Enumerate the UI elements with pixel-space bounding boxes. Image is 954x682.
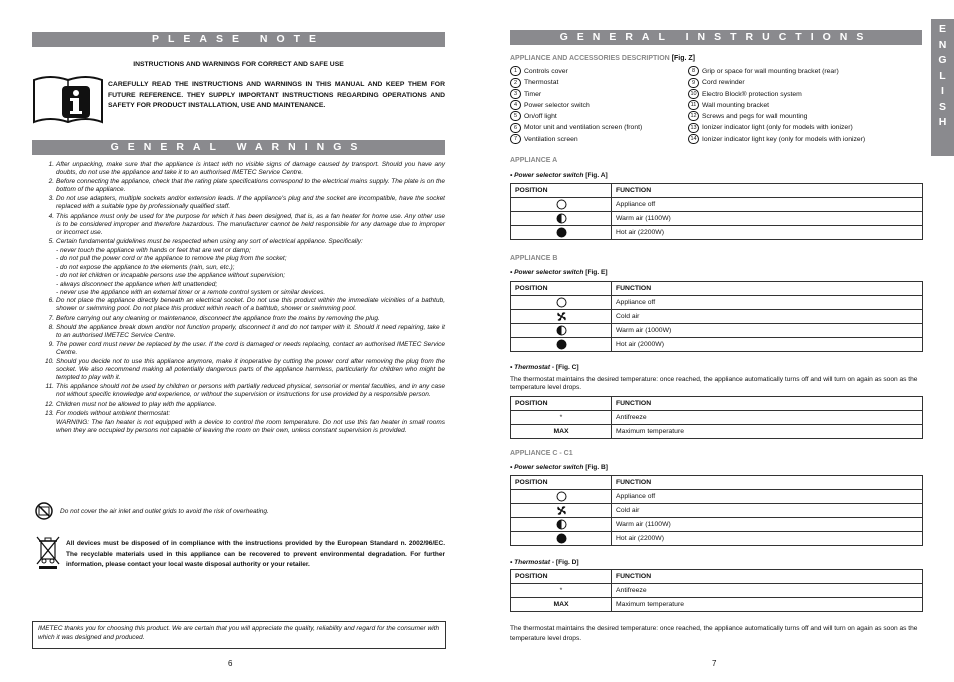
general-warnings-header: GENERAL WARNINGS xyxy=(32,140,445,155)
empty-circle-icon xyxy=(556,199,567,210)
warning-number: 4. xyxy=(48,212,54,220)
function-header: FUNCTION xyxy=(612,476,923,490)
table-row xyxy=(511,584,923,598)
intro-text: CAREFULLY READ THE INSTRUCTIONS AND WARNINGS IN THIS MANUAL AND KEEP THEM FOR FUTURE REFERENCE. THEY SUPPLY IMPORTANT INSTRUCTIONS REGARDING OPERATIONS AND SAFETY FOR PRODUCT INSTALLATION, USE AND MAINTENANCE. xyxy=(108,81,445,109)
accessory-label: Screws and pegs for wall mounting xyxy=(702,113,808,121)
position-header: POSITION xyxy=(511,184,612,198)
warning-number: 1. xyxy=(48,161,54,168)
fan-icon xyxy=(556,311,567,322)
accessory-label: Wall mounting bracket xyxy=(702,101,769,109)
accessories-list-left xyxy=(510,66,690,145)
warning-number: 6. xyxy=(48,297,54,305)
page-number-right: 7 xyxy=(712,659,717,668)
side-tab-letter: E xyxy=(938,23,946,35)
accessory-number: 6 xyxy=(510,123,521,133)
accessory-number: 3 xyxy=(510,89,521,99)
warning-number: 11. xyxy=(45,383,54,391)
accessories-heading-line xyxy=(510,55,695,62)
function-cell: Cold air xyxy=(612,504,923,518)
warning-number: 10. xyxy=(44,358,54,366)
fan-icon xyxy=(556,505,567,516)
appliance-a-switch: • Power selector switch [Fig. A] xyxy=(510,172,608,179)
half-circle-icon xyxy=(556,213,567,224)
appliance-a-table xyxy=(510,183,923,240)
side-tab-letter: I xyxy=(941,85,944,97)
warning-item xyxy=(34,161,445,177)
table-row xyxy=(511,296,923,310)
table-row xyxy=(511,212,923,226)
accessory-item xyxy=(510,89,690,100)
accessory-label: Grip or space for wall mounting bracket (rear) xyxy=(702,68,839,75)
manual-info-icon xyxy=(32,74,104,126)
accessories-fig: [Fig. Z] xyxy=(671,55,696,62)
cover-note: Do not cover the air inlet and outlet grids to avoid the risk of overheating. xyxy=(60,508,269,515)
table-row xyxy=(511,532,923,546)
table-row xyxy=(511,504,923,518)
appliance-c-table xyxy=(510,475,923,546)
warning-item xyxy=(34,383,445,399)
table-row xyxy=(511,518,923,532)
table-header-row xyxy=(511,282,923,296)
warnings-list xyxy=(34,161,445,435)
please-note-header: PLEASE NOTE xyxy=(32,32,445,47)
side-tab-letter: H xyxy=(938,116,947,128)
half-circle-icon xyxy=(556,519,567,530)
function-header: FUNCTION xyxy=(612,184,923,198)
warning-item xyxy=(34,297,445,313)
warning-number: 2. xyxy=(48,178,54,186)
function-cell: Maximum temperature xyxy=(612,425,923,439)
appliance-b-thermostat-text: The thermostat maintains the desired temperature: once reached, the appliance automatically turns off and will turn on again as soon as the temperature level drops. xyxy=(510,376,918,392)
appliance-c-title: APPLIANCE C - C1 xyxy=(510,450,573,457)
accessory-item xyxy=(510,122,690,133)
warning-text: For models without ambient thermostat: xyxy=(56,409,171,417)
closing-thermostat-text: The thermostat maintains the desired temperature: once reached, the appliance automatically turns off and will turn on again as soon as the temperature level drops. xyxy=(510,625,918,642)
accessory-number: 8 xyxy=(688,66,699,76)
function-cell: Appliance off xyxy=(612,198,923,212)
half-circle-icon xyxy=(556,325,567,336)
accessory-item xyxy=(510,66,690,77)
english-side-tab xyxy=(931,19,954,156)
warning-text: Do not place the appliance directly beneath an electrical socket. Do not use this product within the immediate vicinities of a bathtub, shower or swimming pool. Do not place this product within reach of a bathtub, shower or swimming pool. xyxy=(56,297,445,313)
accessories-list-right xyxy=(688,66,928,145)
position-header: POSITION xyxy=(511,570,612,584)
appliance-c-thermo-table xyxy=(510,569,923,612)
table-row xyxy=(511,324,923,338)
position-cell: * xyxy=(511,584,612,598)
warning-item xyxy=(34,195,445,211)
function-header: FUNCTION xyxy=(612,570,923,584)
warning-item xyxy=(34,324,445,340)
side-tab-letter: L xyxy=(939,69,946,82)
function-cell: Antifreeze xyxy=(612,584,923,598)
table-header-row xyxy=(511,397,923,411)
empty-circle-icon xyxy=(556,491,567,502)
instructions-heading: INSTRUCTIONS AND WARNINGS FOR CORRECT AND SAFE USE xyxy=(133,61,344,68)
appliance-b-switch: • Power selector switch [Fig. E] xyxy=(510,269,608,276)
appliance-c-thermostat: • Thermostat - [Fig. D] xyxy=(510,559,579,566)
table-header-row xyxy=(511,570,923,584)
warning-number: 8. xyxy=(48,323,54,331)
full-circle-icon xyxy=(556,227,567,238)
warning-13-detail: WARNING: The fan heater is not equipped with a device to control the room temperature. Do not use this fan heater in small rooms when they are occupied by persons not capable of leaving the room on their own, unless constant supervision is provided. xyxy=(56,418,445,434)
table-row xyxy=(511,198,923,212)
accessory-item xyxy=(510,77,690,88)
warning-subitem: - never touch the appliance with hands or feet that are wet or damp; xyxy=(56,246,251,254)
accessories-heading: APPLIANCE AND ACCESSORIES DESCRIPTION xyxy=(510,55,670,62)
table-row xyxy=(511,226,923,240)
table-row xyxy=(511,425,923,439)
warning-number: 9. xyxy=(48,340,54,348)
empty-circle-icon xyxy=(556,297,567,308)
position-cell: MAX xyxy=(511,425,612,439)
warning-subitem: - never use the appliance with an external timer or a remote control system or similar devices. xyxy=(56,288,326,296)
function-header: FUNCTION xyxy=(612,282,923,296)
function-cell: Appliance off xyxy=(612,296,923,310)
accessory-item xyxy=(688,89,928,100)
accessory-label: Power selector switch xyxy=(524,101,590,109)
accessory-item xyxy=(688,100,928,111)
warning-number: 13. xyxy=(44,409,54,417)
warning-item xyxy=(34,410,445,418)
warning-item xyxy=(34,178,445,194)
accessory-label: Motor unit and ventilation screen (front) xyxy=(524,124,643,132)
accessory-label: Controls cover xyxy=(524,68,568,75)
accessory-label: Ionizer indicator light key (only for models with ionizer) xyxy=(702,135,866,143)
warning-text: Certain fundamental guidelines must be respected when using any sort of electrical appliance. Specifically: xyxy=(56,237,363,245)
warning-number: 3. xyxy=(48,195,54,203)
position-header: POSITION xyxy=(511,476,612,490)
function-cell: Hot air (2200W) xyxy=(612,532,923,546)
accessory-number: 12 xyxy=(688,111,699,121)
warning-text: Should you decide not to use this appliance anymore, make it inoperative by cutting the power cord after removing the plug from the socket. We also recommend making all potentially dangerous parts of the appliance harmless, particularly for children who might be tempted to play with it. xyxy=(56,358,445,382)
warning-text: This appliance should not be used by children or persons with partially reduced physical, sensorial or mental faculties, and in any case not without specific knowledge and experience, or without the supervision or instructions for use provided by a responsible person. xyxy=(56,383,445,399)
accessory-label: Thermostat xyxy=(524,79,559,87)
side-tab-letter: N xyxy=(938,38,947,51)
accessory-number: 4 xyxy=(510,100,521,110)
warning-item xyxy=(34,401,445,409)
position-cell: MAX xyxy=(511,598,612,612)
warning-subitem: - always disconnect the appliance when left unattended; xyxy=(56,280,218,288)
warning-item xyxy=(34,213,445,237)
table-row xyxy=(511,338,923,352)
warning-number: 5. xyxy=(48,237,54,245)
accessory-item xyxy=(510,111,690,122)
accessory-item xyxy=(688,122,928,133)
appliance-b-thermo-table xyxy=(510,396,923,439)
warning-item xyxy=(34,238,445,246)
accessory-number: 9 xyxy=(688,78,699,88)
accessory-item xyxy=(688,111,928,122)
disposal-text: All devices must be disposed of in compliance with the instructions provided by the European Standard n. 2002/96/EC. The recyclable materials used in this appliance can be recovered to prevent environmental degradation. For further information, please contact your local waste disposal authority or your retailer. xyxy=(66,540,445,568)
warning-item xyxy=(34,315,445,323)
function-cell: Warm air (1000W) xyxy=(612,324,923,338)
accessory-number: 10 xyxy=(688,89,699,99)
function-cell: Antifreeze xyxy=(612,411,923,425)
full-circle-icon xyxy=(556,339,567,350)
function-cell: Maximum temperature xyxy=(612,598,923,612)
warning-text: Do not use adapters, multiple sockets and/or extension leads. If the appliance's plug and the socket are incompatible, have the socket replaced with a suitable type by professionally qualified staff. xyxy=(56,195,445,211)
warning-subitem: - do not expose the appliance to the elements (rain, sun, etc.); xyxy=(56,263,235,271)
accessory-label: Timer xyxy=(524,90,542,98)
warning-text: After unpacking, make sure that the appliance is intact with no visible signs of damage caused by transport. Should you have any doubts, do not use the appliance and take it to an authorised IMETEC Service Centre. xyxy=(56,161,445,176)
function-cell: Cold air xyxy=(612,310,923,324)
function-header: FUNCTION xyxy=(612,397,923,411)
warning-text: This appliance must only be used for the purpose for which it has been designed, that is, as a fan heater for home use. Any other use is to be considered improper and therefore hazardous. The manufacturer cannot be held responsible for any damage due to improper or incorrect use. xyxy=(56,212,445,236)
warning-subitem: - do not let children or incapable persons use the appliance without supervision; xyxy=(56,272,286,280)
recycle-bin-icon xyxy=(36,535,60,569)
full-circle-icon xyxy=(556,533,567,544)
accessory-label: Ionizer indicator light (only for models with ionizer) xyxy=(702,124,853,132)
accessory-label: Ventilation screen xyxy=(524,135,578,143)
thanks-box: IMETEC thanks you for choosing this product. We are certain that you will appreciate the quality, reliability and regard for the consumer with which it was designed and produced. xyxy=(32,621,446,649)
accessory-label: On/off light xyxy=(524,113,557,121)
warning-text: The power cord must never be replaced by the user. If the cord is damaged or needs replacing, contact an authorised IMETEC Service Centre. xyxy=(56,340,445,356)
general-instructions-header: GENERAL INSTRUCTIONS xyxy=(510,30,922,45)
accessory-number: 11 xyxy=(688,100,699,110)
table-row xyxy=(511,310,923,324)
position-header: POSITION xyxy=(511,397,612,411)
function-cell: Warm air (1100W) xyxy=(612,518,923,532)
table-row xyxy=(511,598,923,612)
accessory-number: 2 xyxy=(510,78,521,88)
warning-text: Before carrying out any cleaning or maintenance, disconnect the appliance from the mains by removing the plug. xyxy=(56,314,380,322)
appliance-a-title: APPLIANCE A xyxy=(510,157,558,164)
table-row xyxy=(511,411,923,425)
position-header: POSITION xyxy=(511,282,612,296)
position-cell: * xyxy=(511,411,612,425)
warning-item xyxy=(34,358,445,382)
table-header-row xyxy=(511,184,923,198)
accessory-item xyxy=(688,77,928,88)
warning-text: Before connecting the appliance, check that the rating plate specifications correspond to the electrical mains supply. The plate is on the bottom of the appliance. xyxy=(56,178,445,194)
accessory-number: 1 xyxy=(510,66,521,76)
accessory-number: 13 xyxy=(688,123,699,133)
accessory-item xyxy=(688,66,928,77)
warning-item xyxy=(34,341,445,357)
accessory-label: Cord rewinder xyxy=(702,79,745,87)
function-cell: Appliance off xyxy=(612,490,923,504)
appliance-b-thermostat: • Thermostat - [Fig. C] xyxy=(510,364,579,371)
function-cell: Hot air (2000W) xyxy=(612,338,923,352)
warning-number: 12. xyxy=(44,400,54,408)
side-tab-letter: G xyxy=(938,54,947,66)
appliance-c-switch: • Power selector switch [Fig. B] xyxy=(510,464,608,471)
accessory-item xyxy=(510,134,690,145)
page-number-left: 6 xyxy=(228,659,233,668)
accessory-number: 7 xyxy=(510,134,521,144)
function-cell: Warm air (1100W) xyxy=(612,212,923,226)
warning-number: 7. xyxy=(48,314,54,322)
warning-text: Children must not be allowed to play with the appliance. xyxy=(56,400,217,408)
accessory-item xyxy=(510,100,690,111)
table-row xyxy=(511,490,923,504)
accessory-number: 14 xyxy=(688,134,699,144)
accessory-item xyxy=(688,134,928,145)
accessory-number: 5 xyxy=(510,111,521,121)
appliance-b-table xyxy=(510,281,923,352)
appliance-b-title: APPLIANCE B xyxy=(510,255,558,262)
warning-text: Should the appliance break down and/or not function properly, disconnect it and do not tamper with it. Should it need repairing, take it to an authorised IMETEC Service Centre. xyxy=(56,323,445,339)
no-cover-icon xyxy=(34,502,54,520)
table-header-row xyxy=(511,476,923,490)
warning-subitem: - do not pull the power cord or the appliance to remove the plug from the socket; xyxy=(56,255,287,263)
side-tab-letter: S xyxy=(938,100,946,113)
function-cell: Hot air (2200W) xyxy=(612,226,923,240)
accessory-label: Electro Block® protection system xyxy=(702,90,802,98)
